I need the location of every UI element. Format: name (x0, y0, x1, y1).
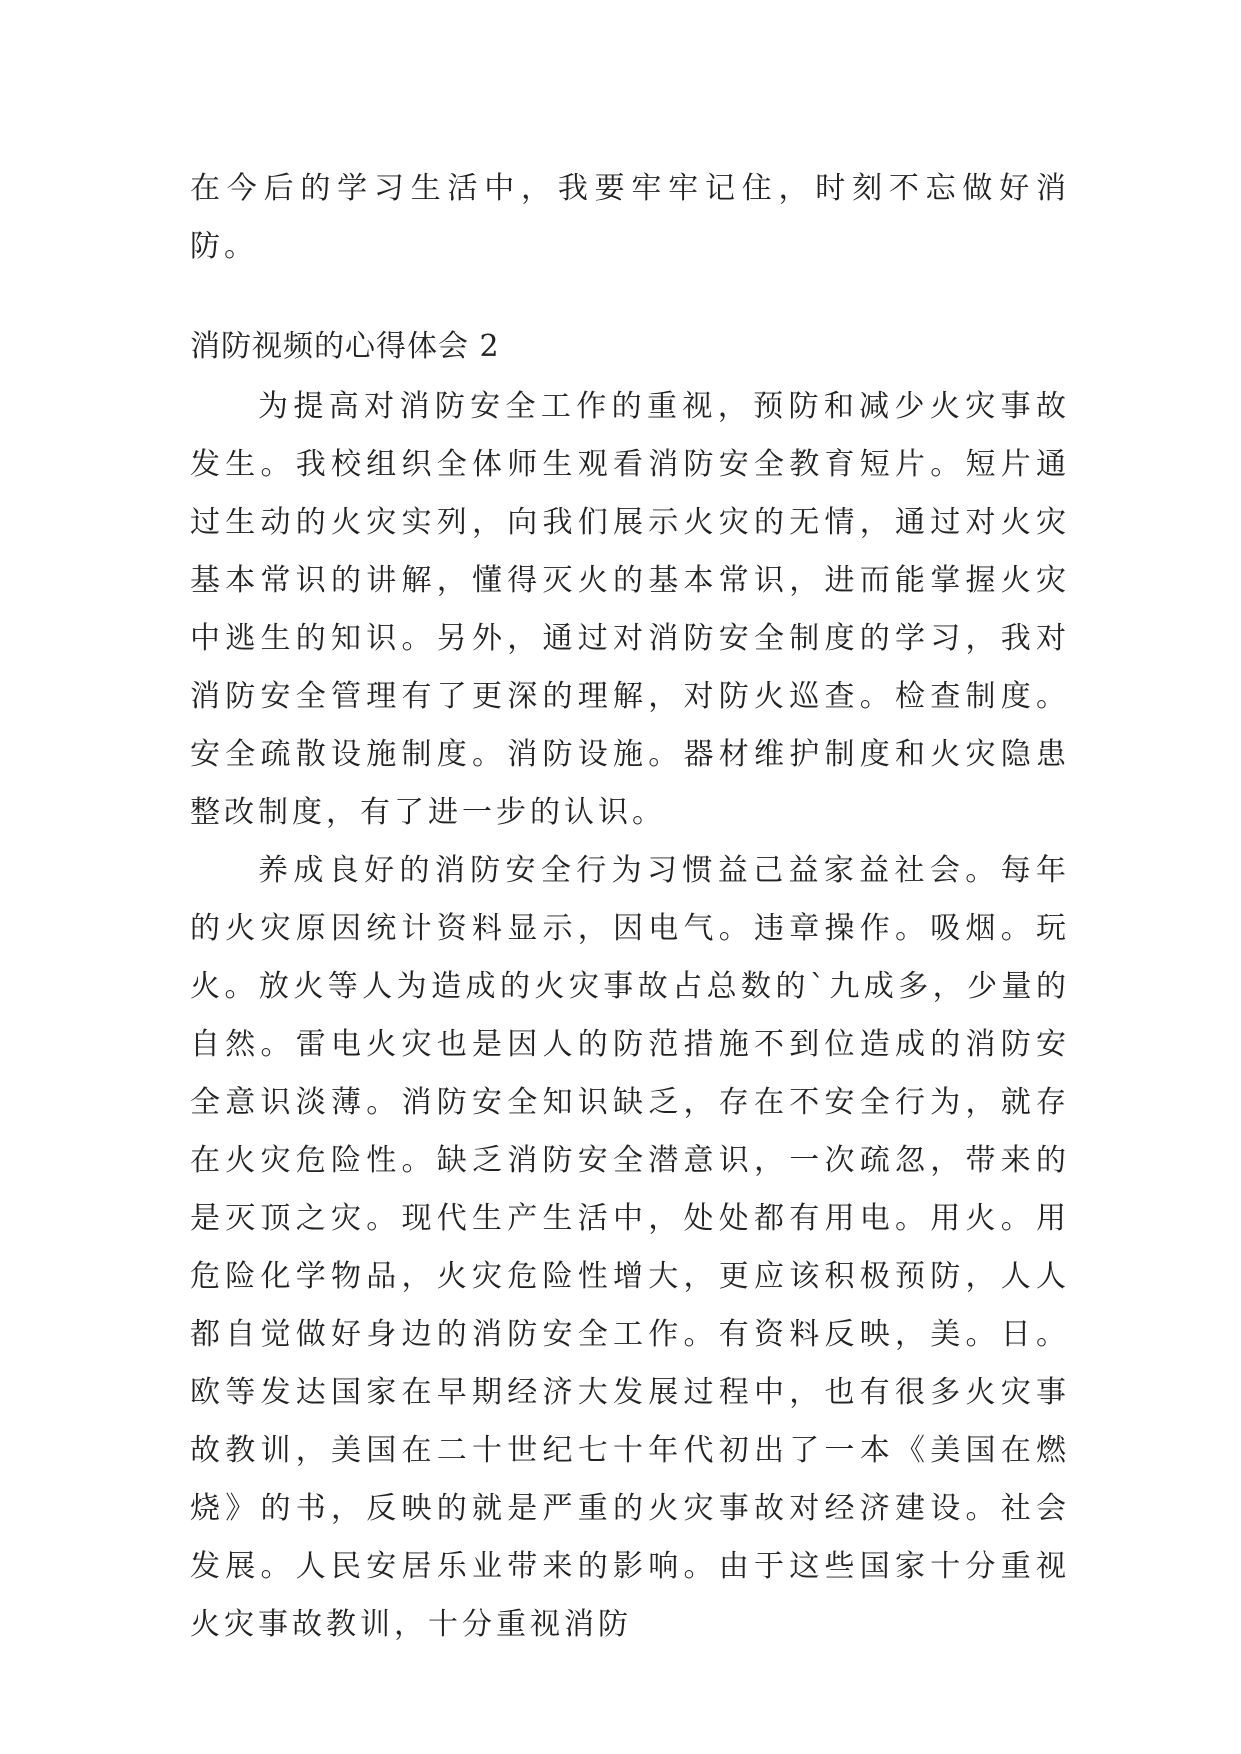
body-paragraph-2: 养成良好的消防安全行为习惯益己益家益社会。每年的火灾原因统计资料显示，因电气。违章操作。吸烟。玩火。放火等人为造成的火灾事故占总数的`九成多，少量的自然。雷电火灾也是因人的防范措施不到位造成的消防安全意识淡薄。消防安全知识缺乏，存在不安全行为，就存在火灾危险性。缺乏消防安全潜意识，一次疏忽，带来的是灭顶之灾。现代生产生活中，处处都有用电。用火。用危险化学物品，火灾危险性增大，更应该积极预防，人人都自觉做好身边的消防安全工作。有资料反映，美。日。欧等发达国家在早期经济大发展过程中，也有很多火灾事故教训，美国在二十世纪七十年代初出了一本《美国在燃烧》的书，反映的就是严重的火灾事故对经济建设。社会发展。人民安居乐业带来的影响。由于这些国家十分重视火灾事故教训，十分重视消防 (190, 853, 1070, 1642)
section-title: 消防视频的心得体会 2 (190, 329, 500, 364)
lead-paragraph: 在今后的学习生活中，我要牢牢记住，时刻不忘做好消防。 (190, 171, 1070, 264)
document-body (190, 160, 1070, 1654)
body-paragraph-1: 为提高对消防安全工作的重视，预防和减少火灾事故发生。我校组织全体师生观看消防安全教育短片。短片通过生动的火灾实列，向我们展示火灾的无情，通过对火灾基本常识的讲解，懂得灭火的基本常识，进而能掌握火灾中逃生的知识。另外，通过对消防安全制度的学习，我对消防安全管理有了更深的理解，对防火巡查。检查制度。安全疏散设施制度。消防设施。器材维护制度和火灾隐患整改制度，有了进一步的认识。 (190, 389, 1070, 830)
